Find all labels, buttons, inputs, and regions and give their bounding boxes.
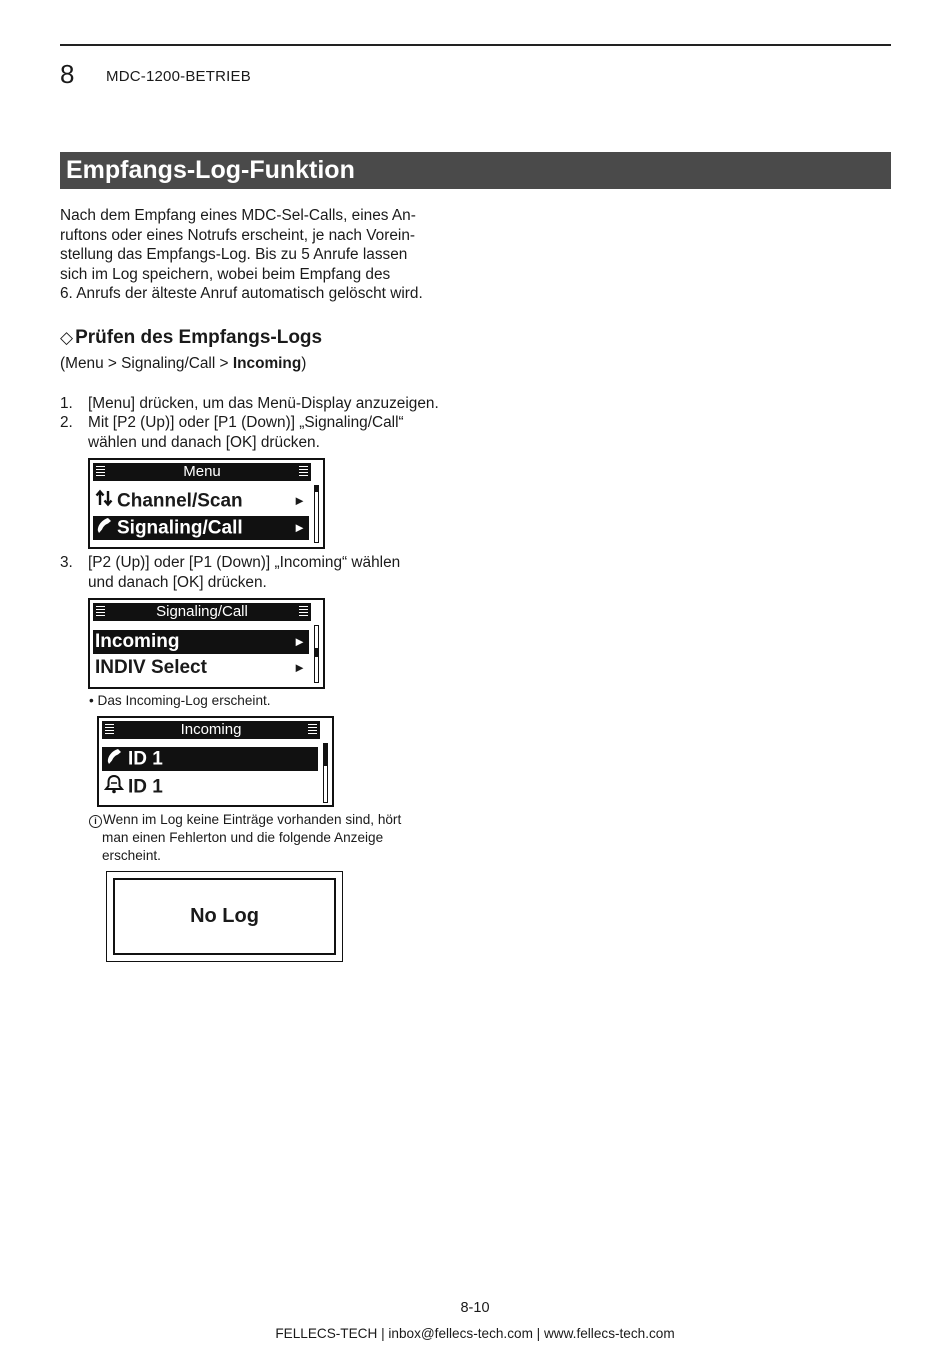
log-entry-call	[102, 747, 318, 771]
step-number: 3.	[60, 554, 73, 571]
scrollbar	[323, 743, 328, 803]
subsection-heading	[60, 326, 322, 350]
scrollbar	[314, 485, 319, 543]
lcd-screen-no-log	[106, 871, 343, 962]
info-icon: i	[89, 815, 102, 828]
right-arrow-icon: ►	[293, 493, 306, 508]
step-text: wählen und danach [OK] drücken.	[88, 433, 320, 451]
step-text: und danach [OK] drücken.	[88, 573, 267, 591]
menu-path-bold: Incoming	[232, 355, 302, 372]
page-number: 8-10	[460, 1300, 490, 1316]
step-number: 1.	[60, 395, 73, 412]
menu-lines-icon	[308, 724, 317, 736]
scroll-thumb	[315, 648, 318, 657]
subsection-title: Prüfen des Empfangs-Logs	[75, 327, 323, 348]
scrollbar	[314, 625, 319, 683]
intro-line: stellung das Empfangs-Log. Bis zu 5 Anrufe lassen	[60, 246, 408, 264]
step-text: [P2 (Up)] oder [P1 (Down)] „Incoming“ wählen	[88, 554, 401, 571]
menu-item-label: Signaling/Call	[117, 517, 243, 539]
info-note	[89, 811, 401, 865]
log-entry-label: ID 1	[128, 748, 163, 770]
right-arrow-icon: ►	[293, 634, 306, 649]
lcd-screen-menu	[88, 458, 325, 549]
scroll-thumb	[324, 744, 327, 766]
menu-item-signaling-call	[93, 516, 309, 540]
top-rule	[60, 44, 891, 46]
menu-item-label: Incoming	[95, 631, 180, 652]
menu-item-label: INDIV Select	[95, 657, 207, 678]
menu-item-label: Channel/Scan	[117, 490, 243, 512]
note-text: Wenn im Log keine Einträge vorhanden sind, hört	[103, 812, 402, 827]
step-text: Mit [P2 (Up)] oder [P1 (Down)] „Signaling/Call“	[88, 414, 404, 431]
log-entry-label: ID 1	[128, 776, 163, 798]
step-1	[60, 394, 439, 414]
menu-lines-icon	[105, 724, 114, 736]
bullet-note: • Das Incoming-Log erscheint.	[89, 693, 271, 708]
footer-contact: FELLECS-TECH | inbox@fellecs-tech.com | www.fellecs-tech.com	[275, 1326, 675, 1341]
lcd-title-bar	[93, 603, 311, 621]
intro-line: 6. Anrufs der älteste Anruf automatisch gelöscht wird.	[60, 285, 423, 303]
chapter-title: MDC-1200-BETRIEB	[106, 68, 251, 85]
menu-lines-icon	[299, 466, 308, 478]
bell-icon	[104, 774, 124, 801]
menu-path-suffix: )	[301, 355, 307, 372]
log-entry-alert	[102, 774, 318, 798]
lcd-screen-incoming	[97, 716, 334, 807]
chapter-number: 8	[60, 59, 75, 89]
step-number: 2.	[60, 414, 73, 431]
lcd-title: Menu	[183, 463, 221, 480]
menu-lines-icon	[96, 466, 105, 478]
right-arrow-icon: ►	[293, 660, 306, 675]
menu-item-channel-scan	[93, 489, 309, 513]
lcd-screen-signaling-call	[88, 598, 325, 689]
step-2	[60, 413, 404, 452]
menu-lines-icon	[96, 606, 105, 618]
intro-line: sich im Log speichern, wobei beim Empfang des	[60, 265, 391, 283]
intro-paragraph	[60, 206, 460, 304]
note-text: erscheint.	[102, 848, 161, 863]
note-text: man einen Fehlerton und die folgende Anzeige	[102, 830, 384, 845]
menu-lines-icon	[299, 606, 308, 618]
right-arrow-icon: ►	[293, 520, 306, 535]
menu-path-prefix: (Menu > Signaling/Call >	[60, 355, 233, 372]
menu-item-indiv-select	[93, 656, 309, 680]
phone-handset-icon	[104, 747, 124, 772]
lcd-title: Signaling/Call	[156, 603, 248, 620]
intro-line: Nach dem Empfang eines MDC-Sel-Calls, eines An-	[60, 207, 416, 224]
diamond-icon: ◇	[60, 328, 74, 347]
up-down-arrows-icon	[95, 489, 113, 514]
phone-handset-icon	[95, 516, 113, 541]
menu-path	[60, 354, 306, 373]
section-title: Empfangs-Log-Funktion	[60, 152, 891, 189]
step-text: [Menu] drücken, um das Menü-Display anzuzeigen.	[88, 395, 439, 412]
menu-item-incoming	[93, 630, 309, 654]
lcd-title-bar	[93, 463, 311, 481]
no-log-message: No Log	[113, 878, 336, 955]
step-3	[60, 553, 400, 592]
lcd-title: Incoming	[180, 721, 242, 738]
scroll-thumb	[315, 486, 318, 492]
lcd-title-bar	[102, 721, 320, 739]
intro-line: ruftons oder eines Notrufs erscheint, je nach Vorein-	[60, 226, 416, 244]
